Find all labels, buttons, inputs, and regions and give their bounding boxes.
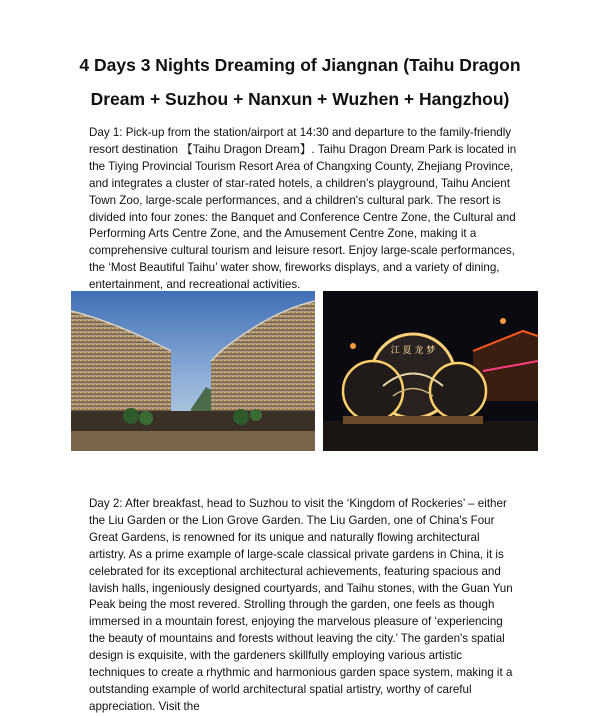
day1-paragraph: Day 1: Pick-up from the station/airport at 14:30 and departure to the family-friendly resort destination 【Taihu Dragon Dream】. Taihu Dragon Dream Park is located in the Tiying Provincial Tourism Resort Area of Changxing County, Zhejiang Province, and integrates a cluster of star-rated hotels, a children's playground, Taihu Ancient Town Zoo, large-scale performances, and a children's cultural park. The resort is divided into four zones: the Banquet and Conference Centre Zone, the Cultural and Performing Arts Centre Zone, and the Amusement Centre Zone, making it a comprehensive cultural tourism and leisure resort. Enjoy large-scale performances, the ‘Most Beautiful Taihu’ water show, fireworks displays, and a variety of dining, entertainment, and recreational activities. xyxy=(89,126,517,292)
title-line-2: Dream + Suzhou + Nanxun + Wuzhen + Hangzhou) xyxy=(90,89,510,109)
title-line-1: 4 Days 3 Nights Dreaming of Jiangnan (Taihu Dragon xyxy=(79,55,521,75)
svg-text:江 夏 龙 梦: 江 夏 龙 梦 xyxy=(390,346,436,356)
park-night-photo xyxy=(323,291,538,451)
day2-paragraph: Day 2: After breakfast, head to Suzhou to visit the ‘Kingdom of Rockeries’ – either the Liu Garden or the Lion Grove Garden. The Liu Garden, one of China's Four Great Gardens, is renowned for its unique and naturally flowing architectural artistry. As a prime example of large-scale classical private gardens in China, it is celebrated for its exceptional architectural achievements, featuring spacious and lavish halls, ingeniously designed courtyards, and Taihu stones, with the Guan Yun Peak being the most revered. Strolling through the garden, one feels as though immersed in a mountain forest, enjoying the marvelous pleasure of ‘experiencing the beauty of mountains and forests without leaving the city.’ The garden's spatial design is exquisite, with the gardeners skillfully employing various artistic techniques to create a rhythmic and harmonious garden space system, making it a outstanding example of world architectural spatial artistry, worthy of careful appreciation. Visit the xyxy=(89,497,513,713)
document-title xyxy=(60,48,540,116)
hotel-photo xyxy=(71,291,315,451)
